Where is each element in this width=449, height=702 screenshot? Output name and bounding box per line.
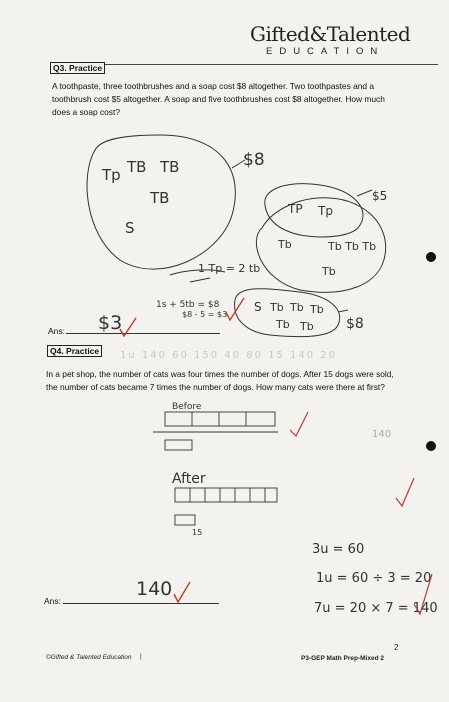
q4-answer: 140 <box>136 578 173 600</box>
q4-answer-tick <box>172 580 194 604</box>
q3-answer-line <box>66 333 220 334</box>
q3-eq2: 1s + 5tb = $8 <box>156 300 220 310</box>
q3-ans-label: Ans: <box>48 326 66 336</box>
oval3-item-0: S <box>254 300 262 314</box>
footer-copyright: ©Gifted & Talented Education <box>46 654 132 661</box>
calc4: 7u = 20 × 7 = 140 <box>314 601 438 616</box>
page-number: 2 <box>394 643 399 652</box>
q3-working <box>0 125 449 340</box>
oval3-item-3: Tb <box>310 303 324 316</box>
oval2-total: $5 <box>372 189 388 203</box>
before-cats-bar <box>165 412 275 426</box>
oval2-other-2: Tb <box>322 265 336 278</box>
q4-ans-label: Ans: <box>44 596 62 606</box>
oval1-item-2: TB <box>160 158 180 176</box>
q4-working <box>0 395 449 625</box>
oval2-other-1: Tb Tb Tb <box>328 240 377 253</box>
hole-punch-top <box>426 252 436 262</box>
footer-code: P3-GEP Math Prep-Mixed 2 <box>301 655 384 662</box>
footer-separator: | <box>140 653 142 660</box>
q3-eq3: $8 - 5 = $3 <box>182 310 228 319</box>
oval1-item-3: TB <box>150 189 170 207</box>
q3-answer-tick <box>118 316 140 338</box>
oval3-item-4: Tb <box>276 318 290 331</box>
hole-punch-bottom <box>426 441 436 451</box>
q4-answer-line <box>63 603 219 604</box>
brand-subtitle: EDUCATION <box>266 46 385 57</box>
oval3-item-5: Tb <box>300 320 314 333</box>
q4-question: In a pet shop, the number of cats was four times the number of dogs. After 15 dogs were sold, the number of cats became 7 times the number of dogs. How many cats were there at first? <box>46 369 394 392</box>
before-label: Before <box>172 402 202 412</box>
oval1-item-4: S <box>125 219 135 237</box>
q4-faint-numbers: 1u 140 60 150 40 80 15 140 20 <box>120 350 338 361</box>
after-label: After <box>172 471 206 487</box>
q3-answer: $3 <box>98 312 123 334</box>
calc2: 3u = 60 <box>312 542 365 557</box>
after-dogs-bar <box>175 515 195 525</box>
after-mark: 15 <box>192 528 203 537</box>
brand-logo <box>248 20 438 60</box>
calc1: 140 <box>372 429 392 440</box>
q3-question: A toothpaste, three toothbrushes and a soap cost $8 altogether. Two toothpastes and a toothbrush cost $5 altogether. A soap and five toothbrushes cost $8 altogether. How much does a soap cost? <box>52 81 385 117</box>
oval2-item-0: TP <box>288 202 303 216</box>
header-rule <box>50 64 438 65</box>
q4-label: Q4. Practice <box>47 345 102 357</box>
oval2-item-1: Tp <box>318 204 333 218</box>
oval3-total: $8 <box>346 316 364 332</box>
before-dogs-bar <box>165 440 192 450</box>
oval1-item-0: Tp <box>102 166 121 184</box>
calc3: 1u = 60 ÷ 3 = 20 <box>316 571 432 586</box>
oval3-item-1: Tb <box>270 301 284 314</box>
brand-title: Gifted&Talented <box>250 22 411 46</box>
oval3-item-2: Tb <box>290 301 304 314</box>
q3-eq1: 1 Tp = 2 tb <box>198 262 261 275</box>
q3-label: Q3. Practice <box>50 62 105 74</box>
oval2-other-0: Tb <box>278 238 292 251</box>
oval1-item-1: TB <box>127 158 147 176</box>
oval1-total: $8 <box>243 150 265 170</box>
